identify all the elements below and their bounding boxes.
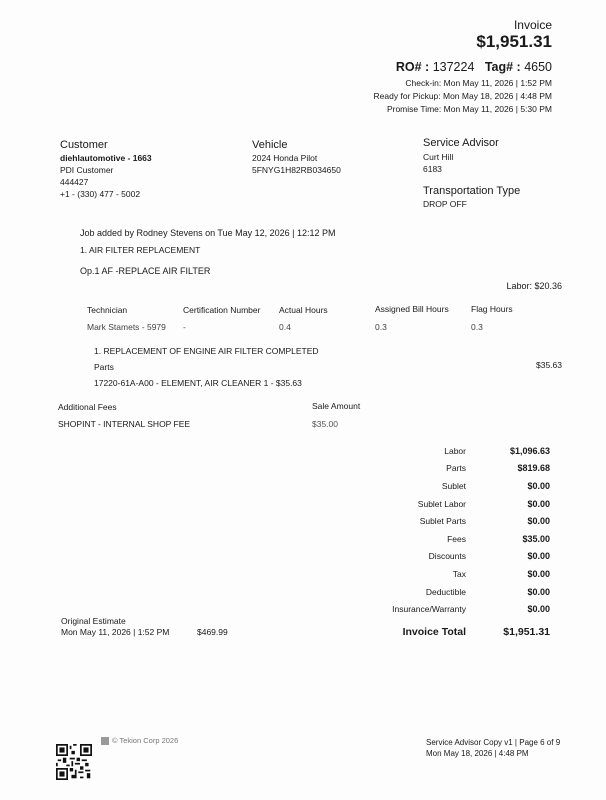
fee-item: SHOPINT - INTERNAL SHOP FEE <box>58 419 191 429</box>
total-value-sublet: $0.00 <box>527 481 550 491</box>
tag-value: 4650 <box>524 60 552 74</box>
tekion-logo-icon <box>101 737 109 745</box>
ro-tag-line <box>396 60 552 74</box>
invoice-total-label: Invoice Total <box>402 626 466 638</box>
total-value-insurance: $0.00 <box>527 604 550 614</box>
ready-time: Ready for Pickup: Mon May 18, 2026 | 4:48 PM <box>373 91 552 101</box>
footer-copy: Service Advisor Copy v1 | Page 6 of 9 <box>426 738 561 747</box>
job-completed: 1. REPLACEMENT OF ENGINE AIR FILTER COMPLETED <box>94 346 319 356</box>
total-label-discounts: Discounts <box>428 551 466 561</box>
customer-type: PDI Customer <box>60 165 114 175</box>
cell-actual-hours: 0.4 <box>279 322 291 332</box>
customer-phone: +1 - (330) 477 - 5002 <box>60 189 141 199</box>
qr-code-icon <box>56 744 92 780</box>
promise-time: Promise Time: Mon May 11, 2026 | 5:30 PM <box>386 104 552 114</box>
estimate-date: Mon May 11, 2026 | 1:52 PM <box>61 627 170 637</box>
tag-label: Tag# : <box>484 60 525 74</box>
parts-total: $35.63 <box>536 360 562 370</box>
customer-id: 444427 <box>60 177 89 187</box>
fees-heading: Additional Fees <box>58 402 117 412</box>
total-label-tax: Tax <box>452 569 466 579</box>
cell-technician: Mark Stamets - 5979 <box>87 322 166 332</box>
fees-amount-heading: Sale Amount <box>312 401 361 411</box>
total-value-parts: $819.68 <box>517 463 550 473</box>
total-label-deductible: Deductible <box>425 587 466 597</box>
job-added: Job added by Rodney Stevens on Tue May 12, 2026 | 12:12 PM <box>80 228 336 238</box>
checkin-time: Check-in: Mon May 11, 2026 | 1:52 PM <box>405 78 552 88</box>
vehicle-vin: 5FNYG1H82RB034650 <box>252 165 341 175</box>
cell-assigned-hours: 0.3 <box>375 322 387 332</box>
invoice-amount: $1,951.31 <box>476 32 552 51</box>
transport-value: DROP OFF <box>423 199 467 209</box>
parts-label: Parts <box>94 362 114 372</box>
col-actual-hours: Actual Hours <box>279 305 328 315</box>
advisor-name: Curt Hill <box>423 152 454 162</box>
vehicle-block <box>252 152 341 176</box>
ro-value: 137224 <box>432 60 475 74</box>
advisor-heading: Service Advisor <box>423 137 499 149</box>
estimate-amount: $469.99 <box>197 627 228 637</box>
total-label-sublet: Sublet <box>441 481 466 491</box>
estimate-heading: Original Estimate <box>61 616 126 626</box>
copyright-line <box>101 736 178 745</box>
job-title: 1. AIR FILTER REPLACEMENT <box>80 245 201 255</box>
total-value-sublet-labor: $0.00 <box>527 499 550 509</box>
vehicle-model: 2024 Honda Pilot <box>252 153 318 163</box>
total-value-tax: $0.00 <box>527 569 550 579</box>
job-labor: Labor: $20.36 <box>506 281 562 291</box>
total-label-sublet-parts: Sublet Parts <box>419 516 466 526</box>
advisor-number: 6183 <box>423 164 442 174</box>
footer-date: Mon May 18, 2026 | 4:48 PM <box>426 749 529 758</box>
invoice-total-value: $1,951.31 <box>503 626 550 638</box>
total-value-labor: $1,096.63 <box>509 446 550 456</box>
total-label-labor: Labor <box>444 446 466 456</box>
vehicle-heading: Vehicle <box>252 139 288 151</box>
cell-certification: - <box>183 322 186 332</box>
col-certification: Certification Number <box>183 305 261 315</box>
job-op: Op.1 AF -REPLACE AIR FILTER <box>80 266 211 276</box>
total-value-fees: $35.00 <box>522 534 550 544</box>
col-technician: Technician <box>87 305 128 315</box>
part-line: 17220-61A-A00 - ELEMENT, AIR CLEANER 1 - $35.63 <box>94 378 302 388</box>
fee-item-amount: $35.00 <box>312 419 338 429</box>
customer-name: diehlautomotive - 1663 <box>60 153 152 163</box>
total-label-sublet-labor: Sublet Labor <box>417 499 466 509</box>
copyright: © Tekion Corp 2026 <box>112 736 179 745</box>
customer-heading: Customer <box>60 139 108 151</box>
total-value-discounts: $0.00 <box>527 551 550 561</box>
total-label-fees: Fees <box>447 534 466 544</box>
transport-heading: Transportation Type <box>423 185 521 197</box>
total-label-insurance: Insurance/Warranty <box>392 604 466 614</box>
total-label-parts: Parts <box>446 463 466 473</box>
total-value-sublet-parts: $0.00 <box>527 516 550 526</box>
col-assigned-hours: Assigned Bill Hours <box>375 304 449 314</box>
total-value-deductible: $0.00 <box>527 587 550 597</box>
customer-block <box>60 152 152 200</box>
invoice-title: Invoice <box>513 18 552 32</box>
col-flag-hours: Flag Hours <box>471 304 513 314</box>
advisor-block <box>423 151 453 175</box>
cell-flag-hours: 0.3 <box>471 322 483 332</box>
ro-label: RO# : <box>395 60 433 74</box>
